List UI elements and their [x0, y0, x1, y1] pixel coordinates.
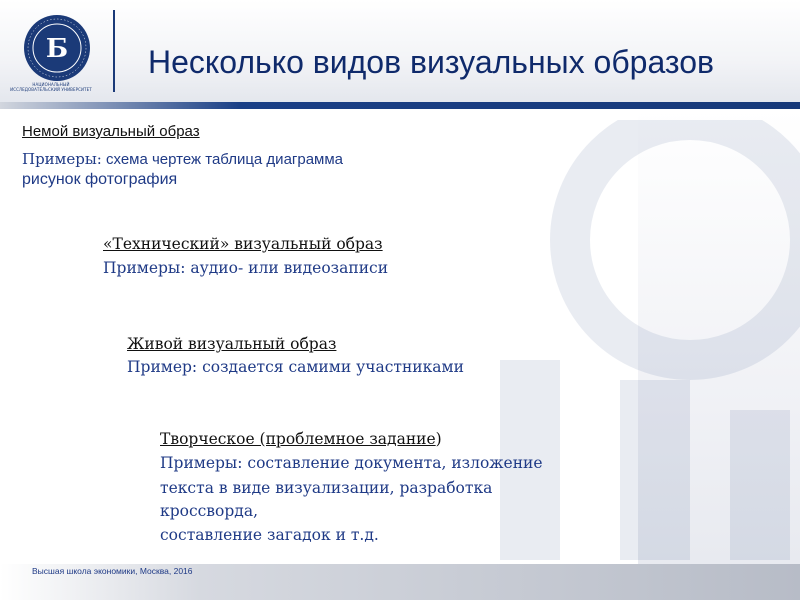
- creative-task-title-end: ): [435, 430, 442, 448]
- mute-examples-line2: рисунок фотография: [22, 171, 178, 188]
- header-divider: [113, 10, 115, 92]
- footer-text: Высшая школа экономики, Москва, 2016: [32, 566, 193, 576]
- live-image-title: Живой визуальный образ: [127, 335, 337, 353]
- page-title: Несколько видов визуальных образов: [148, 44, 714, 80]
- creative-task-title: [160, 430, 442, 448]
- header-stripe: [0, 102, 800, 109]
- creative-line-3: кроссворда,: [160, 502, 258, 520]
- watermark-emblem-icon: [470, 120, 800, 560]
- mute-examples-line: [22, 150, 343, 169]
- creative-task-title-underlined: Творческое (проблемное задание: [160, 430, 436, 448]
- mute-examples-list: схема чертеж таблица диаграмма: [101, 151, 344, 168]
- mute-image-title: Немой визуальный образ: [22, 123, 200, 140]
- technical-examples-line: Примеры: аудио- или видеозаписи: [103, 259, 389, 277]
- mute-examples-label: Примеры:: [22, 150, 102, 168]
- technical-image-title: «Технический» визуальный образ: [103, 235, 383, 253]
- live-example-line: Пример: создается самими участниками: [127, 358, 464, 376]
- creative-line-4: составление загадок и т.д.: [160, 526, 379, 544]
- creative-line-2: текста в виде визуализации, разработка: [160, 479, 493, 497]
- creative-line-1: Примеры: составление документа, изложение: [160, 454, 543, 472]
- logo-caption: НАЦИОНАЛЬНЫЙ ИССЛЕДОВАТЕЛЬСКИЙ УНИВЕРСИТЕТ: [10, 82, 92, 92]
- svg-text:Б: Б: [45, 34, 69, 64]
